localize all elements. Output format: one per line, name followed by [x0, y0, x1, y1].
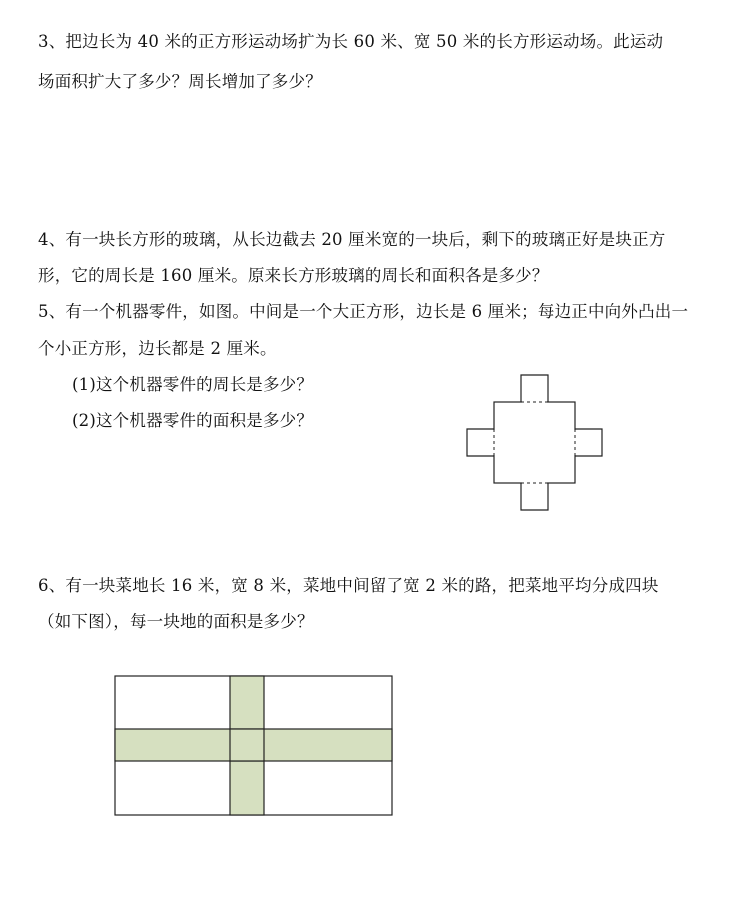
- road-crossing: [230, 729, 264, 761]
- problem-6-line-2: （如下图），每一块地的面积是多少？: [38, 612, 314, 631]
- problem-4-line-2: 形，它的周长是 160 厘米。原来长方形玻璃的周长和面积各是多少？: [38, 266, 549, 285]
- problem-5-question-1: (1)这个机器零件的周长是多少？: [72, 375, 314, 394]
- problem-3-line-2: 场面积扩大了多少？周长增加了多少？: [38, 72, 322, 91]
- problem-6-line-1: 6、有一块菜地长 16 米，宽 8 米，菜地中间留了宽 2 米的路，把菜地平均分成四块: [38, 576, 659, 595]
- problem-5-line-1: 5、有一个机器零件，如图。中间是一个大正方形，边长是 6 厘米；每边正中向外凸出一: [38, 302, 689, 321]
- problem-5-question-2: (2)这个机器零件的面积是多少？: [72, 411, 314, 430]
- problem-4-line-1: 4、有一块长方形的玻璃，从长边截去 20 厘米宽的一块后，剩下的玻璃正好是块正方: [38, 230, 666, 249]
- problem-5-line-2: 个小正方形，边长都是 2 厘米。: [38, 339, 277, 358]
- problem-3-line-1: 3、把边长为 40 米的正方形运动场扩为长 60 米、宽 50 米的长方形运动场。此运动: [38, 32, 664, 51]
